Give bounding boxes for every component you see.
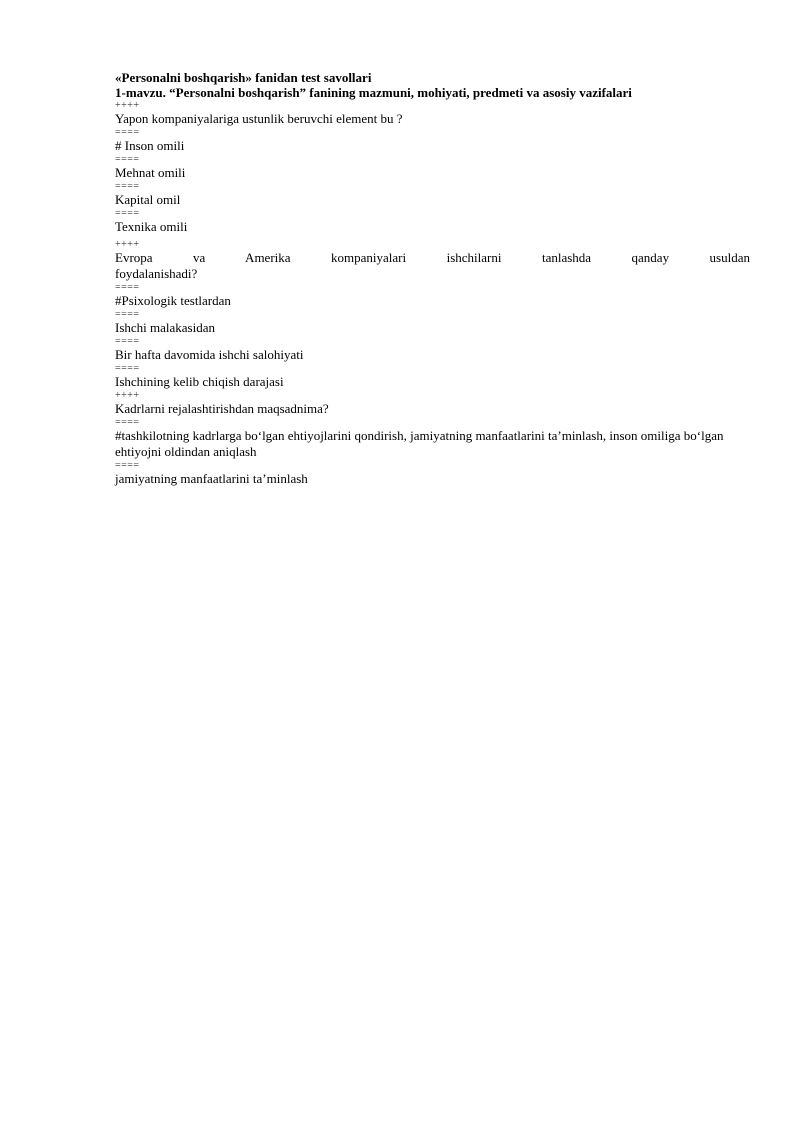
answer-option: # Inson omili xyxy=(115,138,185,153)
question-text: Evropa va Amerika kompaniyalari ishchilarni tanlashda qanday usuldan xyxy=(115,250,750,265)
topic-heading: 1-mavzu. “Personalni boshqarish” fanining mazmuni, mohiyati, predmeti va asosiy vazifalari xyxy=(115,85,632,100)
answer-marker: ==== xyxy=(115,309,140,320)
answer-marker: ==== xyxy=(115,460,140,471)
question-marker: ++++ xyxy=(115,100,140,111)
answer-option: Ishchi malakasidan xyxy=(115,320,215,335)
answer-marker: ==== xyxy=(115,154,140,165)
answer-marker: ==== xyxy=(115,282,140,293)
answer-marker: ==== xyxy=(115,363,140,374)
question-text-continued: foydalanishadi? xyxy=(115,266,198,281)
answer-option: jamiyatning manfaatlarini taʼminlash xyxy=(115,471,308,486)
question-marker: ++++ xyxy=(115,390,140,401)
answer-option: Mehnat omili xyxy=(115,165,186,180)
answer-option: Texnika omili xyxy=(115,219,188,234)
question-text: Kadrlarni rejalashtirishdan maqsadnima? xyxy=(115,401,329,416)
answer-option: #tashkilotning kadrlarga boʻlgan ehtiyojlarini qondirish, jamiyatning manfaatlarini taʼminlash, inson omiliga boʻlgan ehtiyojni oldindan aniqlash xyxy=(115,428,724,459)
answer-marker: ==== xyxy=(115,208,140,219)
question-text: Yapon kompaniyalariga ustunlik beruvchi element bu ? xyxy=(115,111,403,126)
answer-marker: ==== xyxy=(115,336,140,347)
answer-option: #Psixologik testlardan xyxy=(115,293,231,308)
answer-option: Bir hafta davomida ishchi salohiyati xyxy=(115,347,304,362)
answer-marker: ==== xyxy=(115,127,140,138)
question-marker: ++++ xyxy=(115,239,140,250)
answer-option: Kapital omil xyxy=(115,192,181,207)
answer-marker: ==== xyxy=(115,417,140,428)
answer-option: Ishchining kelib chiqish darajasi xyxy=(115,374,284,389)
document-title: «Personalni boshqarish» fanidan test savollari xyxy=(115,70,372,85)
document-page xyxy=(115,70,750,487)
answer-marker: ==== xyxy=(115,181,140,192)
